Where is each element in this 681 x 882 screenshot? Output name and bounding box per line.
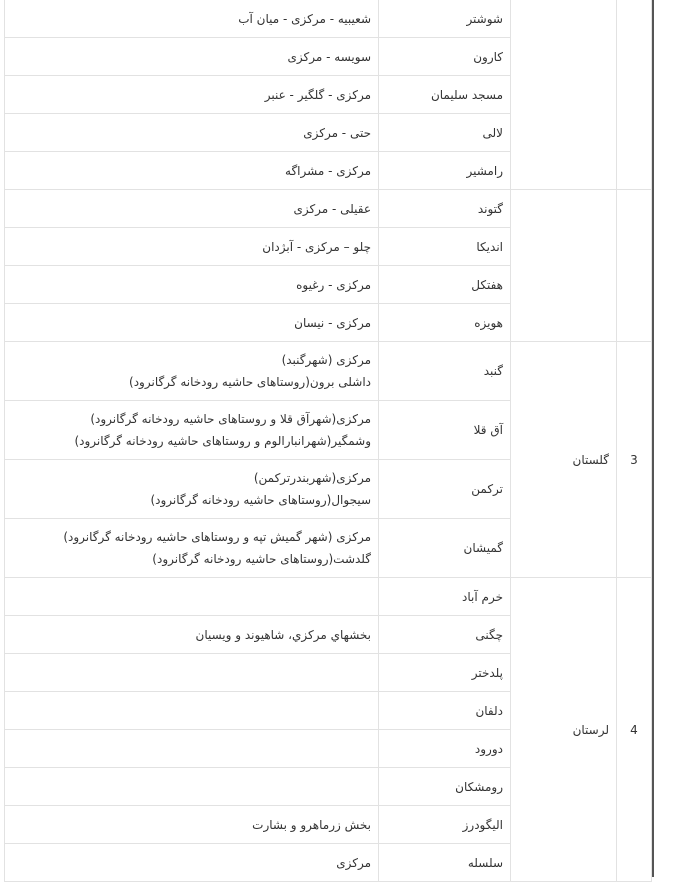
city-cell: کارون <box>379 38 511 76</box>
city-cell: هویزه <box>379 304 511 342</box>
district-line: مرکزی(شهرآق قلا و روستاهای حاشیه رودخانه گرگانرود) <box>90 412 371 426</box>
districts-cell <box>5 806 379 844</box>
table-frame-right-border <box>652 0 654 877</box>
city-cell: رومشکان <box>379 768 511 806</box>
districts-cell <box>5 304 379 342</box>
city-cell: ترکمن <box>379 460 511 519</box>
district-line: مرکزی - مشراگه <box>285 163 371 178</box>
district-line: مرکزی - رغیوه <box>296 277 371 292</box>
row-number-cell: 3 <box>617 342 652 578</box>
district-line: عقیلی - مرکزی <box>293 201 371 216</box>
districts-cell <box>5 190 379 228</box>
table-body <box>5 0 652 882</box>
city-cell: خرم آباد <box>379 578 511 616</box>
district-line: بخش زرماهرو و بشارت <box>252 817 371 832</box>
city-cell: اندیکا <box>379 228 511 266</box>
districts-cell <box>5 460 379 519</box>
districts-cell <box>5 519 379 578</box>
district-line: سیجوال(روستاهای حاشیه رودخانه گرگانرود) <box>150 493 371 507</box>
row-number-cell <box>617 190 652 342</box>
row-number-cell <box>617 0 652 190</box>
districts-cell <box>5 228 379 266</box>
city-cell: دورود <box>379 730 511 768</box>
districts-cell <box>5 38 379 76</box>
district-line: مرکزی(شهربندرترکمن) <box>253 471 371 485</box>
districts-cell <box>5 266 379 304</box>
district-line: بخشهاي مرکزي، شاهيوند و ويسيان <box>195 627 371 642</box>
city-cell: هفتکل <box>379 266 511 304</box>
city-cell: گتوند <box>379 190 511 228</box>
city-cell: شوشتر <box>379 0 511 38</box>
city-cell: گنبد <box>379 342 511 401</box>
districts-cell <box>5 768 379 806</box>
districts-cell <box>5 342 379 401</box>
districts-cell <box>5 654 379 692</box>
city-cell: چگنی <box>379 616 511 654</box>
district-line: مرکزی <box>336 855 371 870</box>
province-cell: گلستان <box>511 342 617 578</box>
city-cell: مسجد سلیمان <box>379 76 511 114</box>
district-line: چلو – مرکزی - آبژدان <box>262 239 371 254</box>
district-line: شعیبیه - مرکزی - میان آب <box>238 11 371 26</box>
province-cities-table <box>4 0 652 882</box>
city-cell: سلسله <box>379 844 511 882</box>
district-line: حتی - مرکزی <box>303 125 371 140</box>
table-row <box>5 0 652 38</box>
district-line: مرکزی - نیسان <box>294 315 371 330</box>
districts-cell <box>5 401 379 460</box>
district-line: گلدشت(روستاهای حاشیه رودخانه گرگانرود) <box>152 552 371 566</box>
province-cell <box>511 190 617 342</box>
row-number-cell: 4 <box>617 578 652 882</box>
district-line: وشمگیر(شهرانبارالوم و روستاهای حاشیه رودخانه گرگانرود) <box>74 434 371 448</box>
districts-cell <box>5 616 379 654</box>
city-cell: گمیشان <box>379 519 511 578</box>
city-cell: لالی <box>379 114 511 152</box>
districts-cell <box>5 0 379 38</box>
districts-cell <box>5 152 379 190</box>
table-row <box>5 342 652 401</box>
province-cell: لرستان <box>511 578 617 882</box>
districts-cell <box>5 76 379 114</box>
districts-cell <box>5 114 379 152</box>
city-cell: الیگودرز <box>379 806 511 844</box>
district-line: مرکزی (شهرگنبد) <box>281 353 371 367</box>
districts-cell <box>5 844 379 882</box>
city-cell: پلدختر <box>379 654 511 692</box>
city-cell: رامشیر <box>379 152 511 190</box>
district-line: داشلی برون(روستاهای حاشیه رودخانه گرگانرود) <box>129 375 371 389</box>
table-row <box>5 190 652 228</box>
city-cell: دلفان <box>379 692 511 730</box>
districts-cell <box>5 692 379 730</box>
table-row <box>5 578 652 616</box>
district-line: مرکزی - گلگیر - عنبر <box>264 87 371 102</box>
province-cell <box>511 0 617 190</box>
district-line: مرکزی (شهر گمیش تپه و روستاهای حاشیه رودخانه گرگانرود) <box>63 530 371 544</box>
city-cell: آق قلا <box>379 401 511 460</box>
district-line: سویسه - مرکزی <box>287 49 371 64</box>
districts-cell <box>5 578 379 616</box>
districts-cell <box>5 730 379 768</box>
